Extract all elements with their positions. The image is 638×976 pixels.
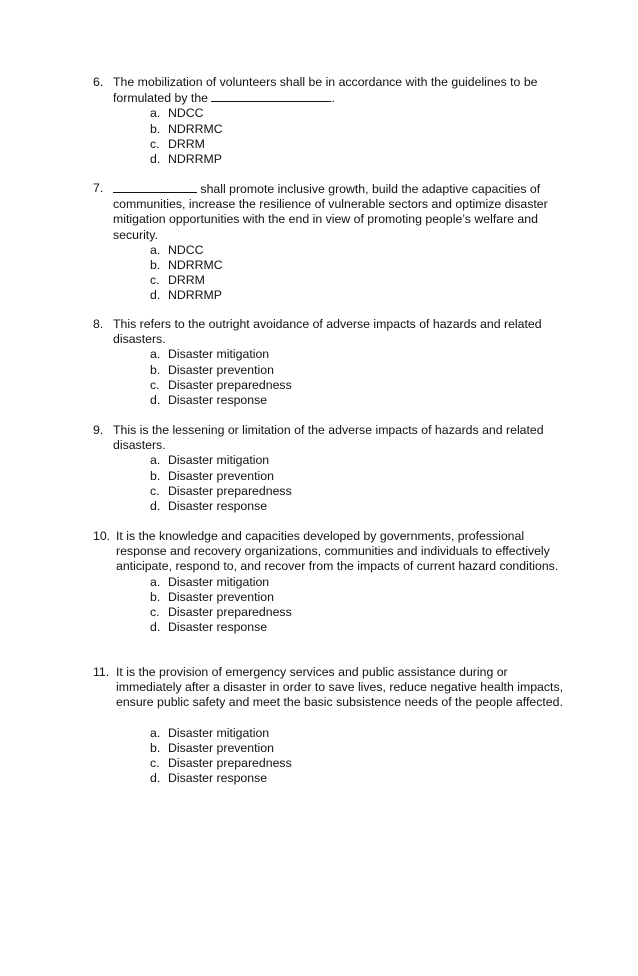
choice-a: [150, 726, 563, 741]
question-number: 10.: [93, 529, 111, 543]
question-number: 6.: [93, 75, 104, 89]
choice-text: Disaster response: [168, 392, 268, 407]
choice-list: [93, 347, 563, 408]
choice-text: Disaster mitigation: [168, 347, 270, 362]
choice-c: [150, 605, 563, 620]
choice-c: [150, 756, 563, 771]
choice-letter: a.: [150, 106, 161, 121]
choice-text: Disaster preparedness: [168, 604, 292, 619]
choice-list: [93, 575, 563, 636]
choice-c: [150, 378, 563, 393]
choice-text: Disaster mitigation: [168, 725, 270, 740]
question-9: [93, 423, 563, 514]
choice-letter: b.: [150, 121, 161, 136]
choice-b: [150, 363, 563, 378]
answer-blank: [113, 181, 197, 193]
question-text: This is the lessening or limitation of the adverse impacts of hazards and related disasters.: [113, 423, 544, 453]
choice-a: [150, 575, 563, 590]
question-8: [93, 317, 563, 408]
choice-c: [150, 137, 563, 152]
question-text-before-blank: The mobilization of volunteers shall be in accordance with the guidelines to be formulated by the: [113, 75, 538, 106]
question-10: [93, 529, 563, 635]
choice-text: NDRRMC: [168, 258, 223, 272]
choice-list: [93, 453, 563, 514]
choice-letter: b.: [150, 740, 161, 755]
choice-letter: c.: [150, 273, 160, 288]
question-10-stem: [93, 529, 563, 575]
choice-b: [150, 122, 563, 137]
choice-letter: c.: [150, 377, 160, 392]
question-text: It is the provision of emergency services and public assistance during or immediately after a disaster in order to save lives, reduce negative health impacts, ensure public safety and meet the basic subsistence needs of the people affected.: [116, 665, 564, 710]
choice-letter: b.: [150, 589, 161, 604]
choice-b: [150, 741, 563, 756]
choice-text: Disaster preparedness: [168, 755, 292, 770]
question-text: [113, 75, 563, 106]
question-text-after-blank: .: [331, 91, 335, 106]
choice-letter: d.: [150, 498, 161, 513]
choice-d: [150, 152, 563, 167]
question-number: 8.: [93, 317, 104, 331]
choice-text: Disaster prevention: [168, 589, 274, 604]
choice-letter: c.: [150, 604, 160, 619]
choice-text: NDRRMC: [168, 121, 223, 136]
choice-text: Disaster response: [168, 771, 268, 786]
choice-letter: a.: [150, 453, 161, 468]
choice-text: DRRM: [168, 136, 205, 151]
answer-blank: [211, 90, 331, 102]
choice-text: NDCC: [168, 106, 204, 121]
choice-text: Disaster preparedness: [168, 377, 292, 392]
choice-text: Disaster prevention: [168, 740, 274, 755]
choice-b: [150, 469, 563, 484]
choice-letter: c.: [150, 483, 160, 498]
choice-list: [93, 726, 563, 787]
question-11-stem: [93, 665, 563, 711]
choice-d: [150, 499, 563, 514]
choice-text: Disaster preparedness: [168, 483, 292, 498]
choice-letter: a.: [150, 347, 161, 362]
choice-letter: a.: [150, 574, 161, 589]
choice-d: [150, 771, 563, 786]
choice-b: [150, 590, 563, 605]
question-text: [113, 181, 563, 243]
choice-a: [150, 106, 563, 121]
choice-text: Disaster prevention: [168, 362, 274, 377]
spacer: [93, 711, 563, 726]
question-number: 7.: [93, 181, 104, 195]
choice-text: Disaster mitigation: [168, 574, 270, 589]
choice-letter: d.: [150, 771, 161, 786]
choice-d: [150, 288, 563, 303]
choice-letter: a.: [150, 725, 161, 740]
question-6-stem: [93, 75, 563, 106]
choice-d: [150, 393, 563, 408]
choice-letter: d.: [150, 151, 161, 166]
choice-text: NDRRMP: [168, 151, 222, 166]
choice-text: NDRRMP: [168, 288, 222, 303]
choice-letter: b.: [150, 362, 161, 377]
choice-a: [150, 347, 563, 362]
choice-letter: c.: [150, 136, 160, 151]
choice-letter: d.: [150, 392, 161, 407]
choice-letter: d.: [150, 288, 161, 303]
question-number: 11.: [93, 665, 110, 679]
choice-letter: d.: [150, 620, 161, 635]
choice-text: Disaster prevention: [168, 468, 274, 483]
question-11: [93, 665, 563, 786]
choice-text: Disaster response: [168, 620, 268, 635]
choice-text: DRRM: [168, 273, 205, 288]
question-6: [93, 75, 563, 167]
question-7: [93, 181, 563, 304]
question-number: 9.: [93, 423, 104, 437]
question-text: This refers to the outright avoidance of adverse impacts of hazards and related disasters.: [113, 317, 542, 347]
choice-text: Disaster response: [168, 498, 268, 513]
choice-c: [150, 484, 563, 499]
choice-a: [150, 453, 563, 468]
question-7-stem: [93, 181, 563, 243]
choice-list: [93, 243, 563, 304]
question-text-after-blank: shall promote inclusive growth, build the adaptive capacities of communities, increase the resilience of vulnerable sectors and optimize disaster mitigation opportunities with the end in view of promoting people’s welfare and security.: [113, 182, 548, 242]
question-9-stem: [93, 423, 563, 453]
choice-b: [150, 258, 563, 273]
question-8-stem: [93, 317, 563, 347]
question-text: It is the knowledge and capacities developed by governments, professional response and recovery organizations, communities and individuals to effectively anticipate, respond to, and recover from the impacts of current hazard conditions.: [116, 529, 559, 574]
choice-letter: c.: [150, 755, 160, 770]
choice-c: [150, 273, 563, 288]
choice-letter: b.: [150, 258, 161, 272]
choice-letter: b.: [150, 468, 161, 483]
choice-text: NDCC: [168, 242, 204, 257]
choice-a: [150, 243, 563, 258]
choice-list: [93, 106, 563, 167]
choice-d: [150, 620, 563, 635]
choice-text: Disaster mitigation: [168, 453, 270, 468]
choice-letter: a.: [150, 242, 161, 257]
